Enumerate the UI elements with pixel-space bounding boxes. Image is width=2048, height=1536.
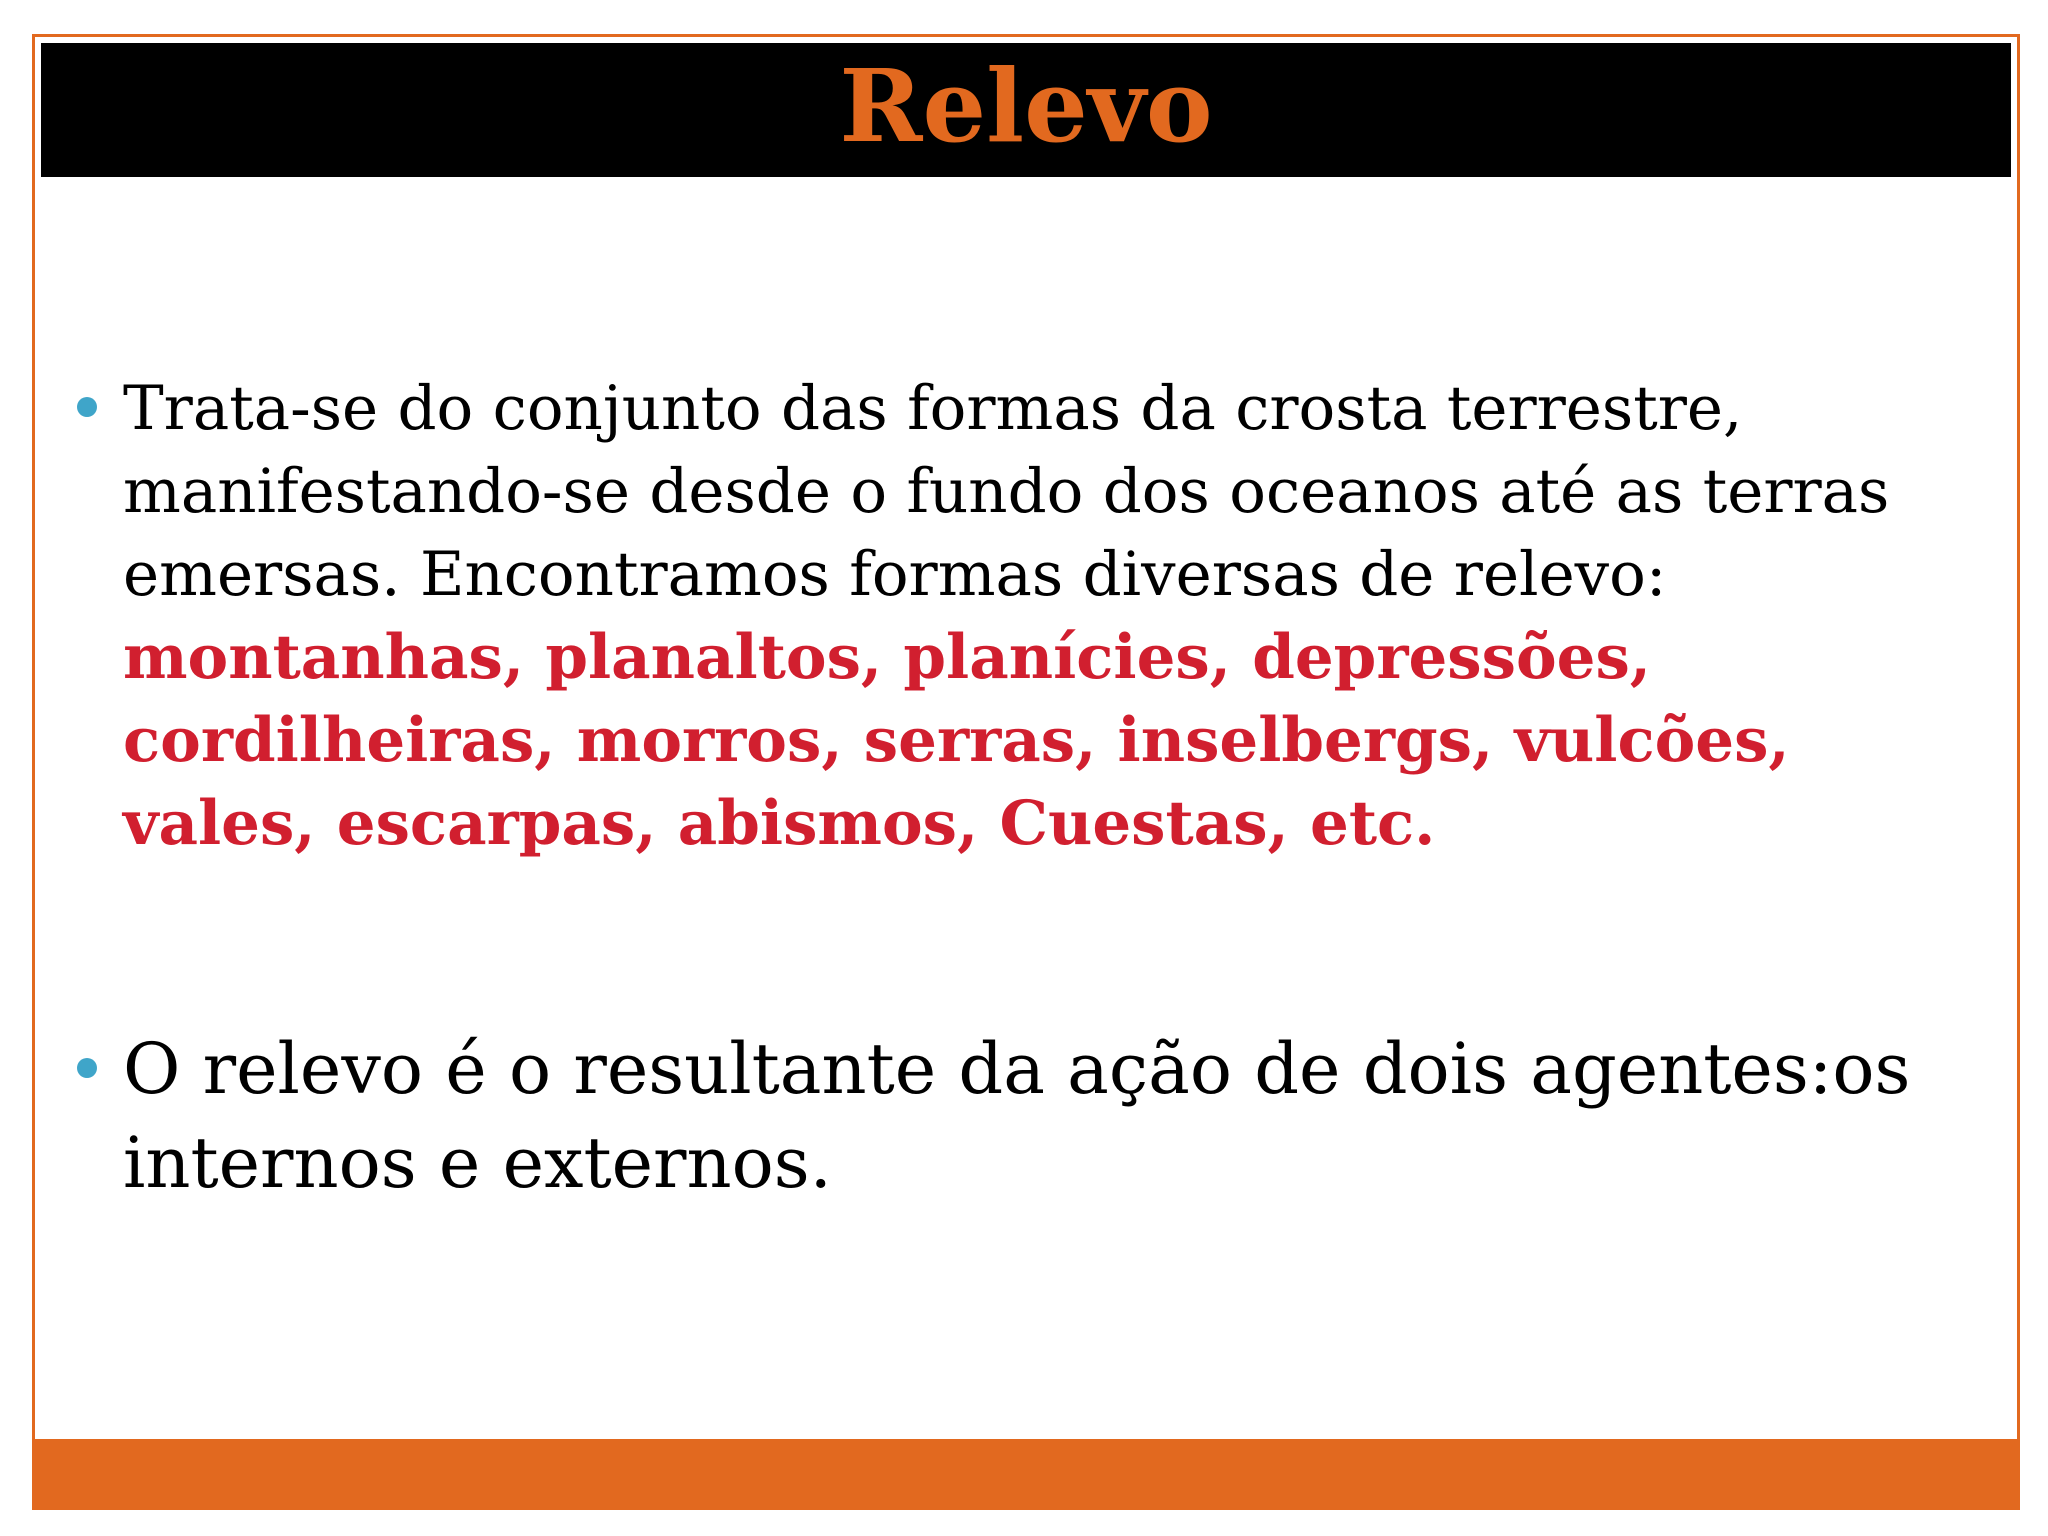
bullet-2-text: O relevo é o resultante da ação de dois agentes:os internos e externos. (123, 1028, 1911, 1204)
slide-content (35, 37, 2017, 1507)
bullet-dot-icon (77, 1058, 97, 1078)
bullet-1-highlight: montanhas, planaltos, planícies, depressões, cordilheiras, morros, serras, inselbergs, vulcões, vales, escarpas, abismos, Cuestas, etc. (123, 622, 1790, 859)
bottom-accent-bar (35, 1439, 2017, 1507)
bullet-1-text: Trata-se do conjunto das formas da crosta terrestre, manifestando-se desde o fundo dos oceanos até as terras emersas. Encontramos formas diversas de relevo: (123, 373, 1890, 610)
slide-title: Relevo (839, 47, 1213, 165)
bullet-item-1 (123, 367, 1943, 865)
bullet-item-2 (123, 1022, 1943, 1210)
slide (32, 34, 2020, 1510)
bullet-dot-icon (77, 397, 97, 417)
